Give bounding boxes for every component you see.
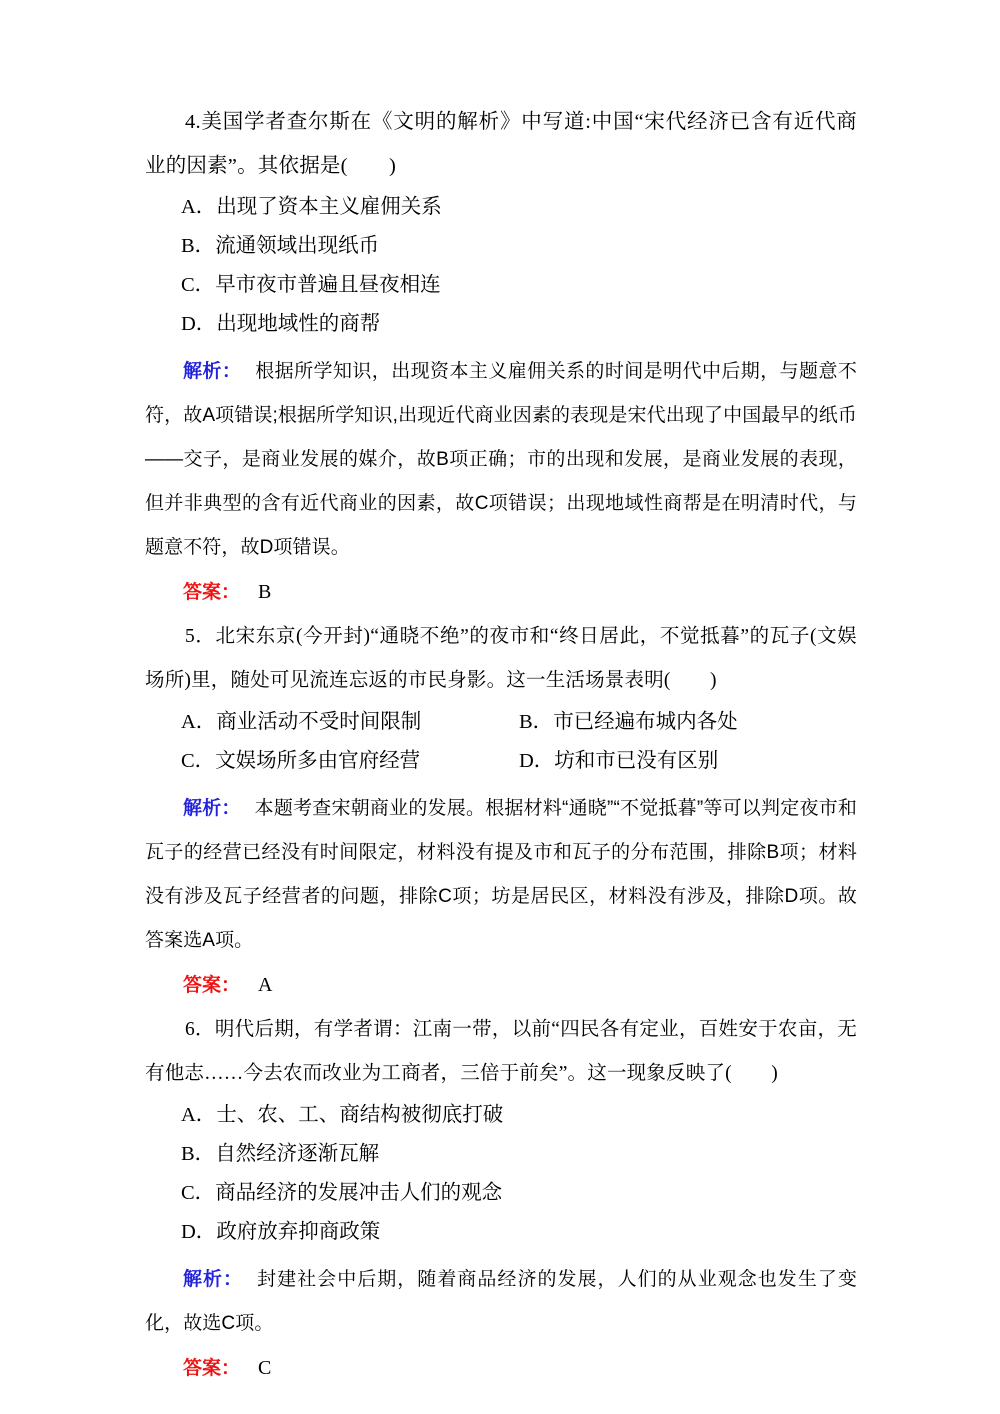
option-text: 出现地域性的商帮 bbox=[216, 313, 381, 335]
option-text: 流通领域出现纸币 bbox=[215, 235, 380, 257]
option-row-5-ab bbox=[145, 703, 857, 742]
option-5-a[interactable] bbox=[181, 703, 519, 742]
option-text: 士、农、工、商结构被彻底打破 bbox=[216, 1104, 504, 1126]
option-label: C． bbox=[181, 274, 216, 296]
option-5-c[interactable] bbox=[181, 742, 519, 781]
option-label: C． bbox=[181, 1182, 216, 1204]
option-text: 早市夜市普遍且昼夜相连 bbox=[215, 274, 441, 296]
option-6-b[interactable] bbox=[145, 1135, 857, 1174]
option-5-b[interactable] bbox=[519, 703, 738, 742]
option-4-d[interactable] bbox=[145, 305, 857, 344]
option-text: 政府放弃抑商政策 bbox=[216, 1221, 381, 1243]
option-4-c[interactable] bbox=[145, 266, 857, 305]
option-text: 坊和市已没有区别 bbox=[554, 750, 719, 772]
analysis-paragraph-6 bbox=[145, 1258, 857, 1346]
option-6-a[interactable] bbox=[145, 1096, 857, 1135]
option-text: 出现了资本主义雇佣关系 bbox=[216, 196, 442, 218]
analysis-paragraph-5 bbox=[145, 787, 857, 963]
option-list-6 bbox=[145, 1096, 857, 1252]
option-label: B． bbox=[181, 235, 216, 257]
question-block-6 bbox=[145, 1008, 857, 1391]
option-4-a[interactable] bbox=[145, 188, 857, 227]
option-label: C． bbox=[181, 750, 216, 772]
option-text: 商业活动不受时间限制 bbox=[216, 711, 422, 733]
option-label: B． bbox=[519, 711, 554, 733]
option-label: A． bbox=[181, 196, 217, 218]
option-list-4 bbox=[145, 188, 857, 344]
answer-value: A bbox=[258, 974, 273, 996]
answer-line-6 bbox=[145, 1346, 857, 1391]
analysis-label: 解析： bbox=[183, 798, 241, 819]
answer-label: 答案： bbox=[183, 582, 241, 603]
option-label: B． bbox=[181, 1143, 216, 1165]
option-text: 市已经遍布城内各处 bbox=[553, 711, 738, 733]
question-stem-6: 6．明代后期，有学者谓：江南一带，以前“四民各有定业，百姓安于农亩，无有他志……今去农而改业为工商者，三倍于前矣”。这一现象反映了( ) bbox=[145, 1019, 857, 1084]
answer-line-4 bbox=[145, 570, 857, 615]
option-label: D． bbox=[181, 1221, 217, 1243]
option-row-5-cd bbox=[145, 742, 857, 781]
question-block-4 bbox=[145, 100, 857, 615]
answer-value: B bbox=[258, 581, 272, 603]
analysis-paragraph-4 bbox=[145, 350, 857, 570]
option-label: A． bbox=[181, 711, 217, 733]
analysis-text: 封建社会中后期，随着商品经济的发展，人们的从业观念也发生了变化，故选C项。 bbox=[145, 1269, 857, 1334]
analysis-label: 解析： bbox=[183, 361, 242, 382]
answer-label: 答案： bbox=[183, 1358, 241, 1379]
analysis-label: 解析： bbox=[183, 1269, 244, 1290]
option-6-d[interactable] bbox=[145, 1213, 857, 1252]
option-label: D． bbox=[519, 750, 555, 772]
option-text: 自然经济逐渐瓦解 bbox=[215, 1143, 380, 1165]
analysis-text: 根据所学知识，出现资本主义雇佣关系的时间是明代中后期，与题意不符，故A项错误;根据所学知识,出现近代商业因素的表现是宋代出现了中国最早的纸币——交子，是商业发展的媒介，故B项正确；市的出现和发展，是商业发展的表现，但并非典型的含有近代商业的因素，故C项错误；出现地域性商帮是在明清时代，与题意不符，故D项错误。 bbox=[145, 361, 857, 558]
option-label: D． bbox=[181, 313, 217, 335]
answer-label: 答案： bbox=[183, 975, 241, 996]
question-block-5 bbox=[145, 615, 857, 1008]
option-text: 商品经济的发展冲击人们的观念 bbox=[215, 1182, 503, 1204]
option-label: A． bbox=[181, 1104, 217, 1126]
question-stem-5: 5．北宋东京(今开封)“通晓不绝”的夜市和“终日居此，不觉抵暮”的瓦子(文娱场所)里，随处可见流连忘返的市民身影。这一生活场景表明( ) bbox=[145, 626, 857, 691]
analysis-text: 本题考查宋朝商业的发展。根据材料“通晓”“不觉抵暮”等可以判定夜市和瓦子的经营已经没有时间限定，材料没有提及市和瓦子的分布范围，排除B项；材料没有涉及瓦子经营者的问题，排除C项；坊是居民区，材料没有涉及，排除D项。故答案选A项。 bbox=[145, 798, 857, 951]
option-4-b[interactable] bbox=[145, 227, 857, 266]
answer-value: C bbox=[258, 1357, 272, 1379]
option-list-5 bbox=[145, 703, 857, 781]
question-stem-4: 4.美国学者查尔斯在《文明的解析》中写道:中国“宋代经济已含有近代商业的因素”。其依据是( ) bbox=[145, 111, 857, 177]
page-content bbox=[145, 100, 857, 1391]
answer-line-5 bbox=[145, 963, 857, 1008]
option-5-d[interactable] bbox=[519, 742, 718, 781]
option-text: 文娱场所多由官府经营 bbox=[215, 750, 421, 772]
option-6-c[interactable] bbox=[145, 1174, 857, 1213]
